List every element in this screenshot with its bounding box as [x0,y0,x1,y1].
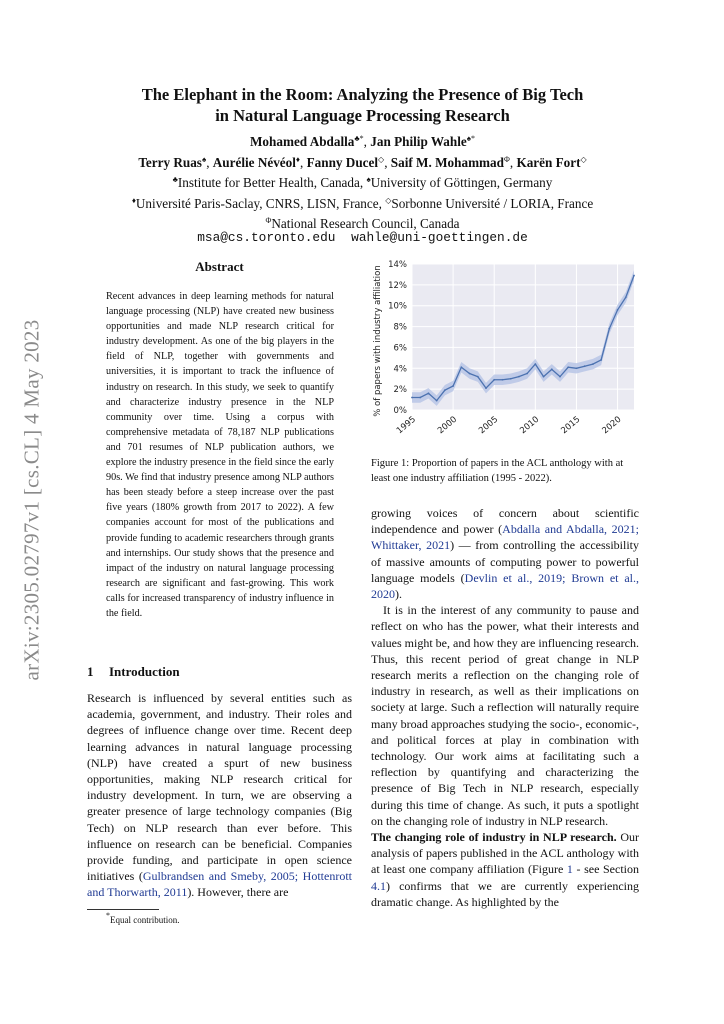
author-name: Aurélie Névéol [212,154,296,170]
title-line-2: in Natural Language Processing Research [215,106,510,125]
data-point [526,373,528,375]
y-tick-label: 12% [388,280,407,291]
line-chart [367,258,645,458]
y-tick-label: 6% [393,343,407,354]
y-tick-label: 2% [393,385,407,396]
author-name: Fanny Ducel [306,154,379,170]
figure-caption: Figure 1: Proportion of papers in the ACL anthology with at least one industry affiliation (1995 - 2022). [371,458,624,484]
author-name: Terry Ruas [138,154,202,170]
x-tick-label: 2015 [559,414,583,437]
citation-link[interactable]: Gulbrandsen and Smeby, 2005; Hottenrott and Thorwarth, 2011 [87,869,352,900]
data-point [411,397,413,399]
x-tick-label: 1995 [394,414,418,437]
intro-text: Research is influenced by several entities such as academia, government, and industry. Their roles and degrees of influence change over time. Recent deep learning advances in natural language processing (NLP) have created a spurt of new business opportunities, making NLP research critical for industry development. In turn, we are observing a greater presence of large technology companies (Big Tech) on NLP research than ever before. This influence on research can be beneficial. Companies provide funding, and participate in open science initiatives ( [87,691,352,884]
para-text: - see Section [572,862,640,877]
data-point [559,376,561,378]
author-name: Jan Philip Wahle [370,134,467,149]
data-point [428,392,430,394]
data-point [518,376,520,378]
data-point [592,363,594,365]
data-point [617,309,619,311]
affil-text: Institute for Better Health, Canada, [177,175,367,190]
author-marks: ♦ [295,154,300,164]
para-text: growing voices of concern about scientific independence and power ( [371,506,639,537]
email[interactable]: wahle@uni-goettingen.de [351,230,528,245]
affiliation-line-1 [90,171,635,192]
figure-1 [367,258,645,458]
data-point [608,328,610,330]
intro-paragraph [87,690,352,901]
data-point [510,378,512,380]
author-name: Karën Fort [516,154,581,170]
paragraph [371,505,639,602]
data-point [543,376,545,378]
footnote-mark: * [106,911,110,920]
x-tick-label: 2000 [436,414,460,437]
data-point [600,359,602,361]
y-tick-label: 0% [393,406,407,416]
x-tick-label: 2010 [518,414,542,437]
x-tick-label: 2020 [600,414,624,437]
affiliation-line-2 [90,192,635,213]
affil-mark: Φ [265,216,272,225]
y-axis-label: % of papers with industry affiliation [373,265,383,417]
email[interactable]: msa@cs.toronto.edu [197,230,336,245]
data-point [633,275,635,277]
section-ref-link[interactable]: 4.1 [371,878,386,893]
author-marks: ♣* [354,134,364,143]
author-marks: ♠* [466,134,475,143]
author-marks: ♠ [201,154,207,164]
affil-mark: ♣ [172,175,178,184]
x-tick-label: 2005 [477,414,501,437]
data-point [444,389,446,391]
section-heading-introduction [87,664,352,680]
author-line-2: Terry Ruas♠, Aurélie Névéol♦, Fanny Ducel◇, Saif M. Mohammad$^\Phi$, Karën Fort◇ [138,154,587,170]
author-marks: ◇ [580,154,587,164]
abstract-heading: Abstract [195,259,244,274]
abstract-text: Recent advances in deep learning methods for natural language processing (NLP) have created new business opportunities and made NLP research critical for industry development. As one of the big players in the field of NLP, together with governments and universities, it is important to track the influence of industry on research. In this study, we seek to quantify and characterize industry presence in the NLP community over time. Using a corpus with comprehensive metadata of 78,187 NLP publications and 701 resumes of NLP publication authors, we explore the industry presence in the field since the early 90s. We find that industry presence among NLP authors has been steady before a steep increase over the past five years (180% growth from 2017 to 2022). A few companies account for most of the publications and provide funding to academic researchers through grants and internships. Our study shows that the presence and impact of the industry on natural language processing research are significant and fast-growing. This work calls for increased transparency of industry influence in the field. [106,291,334,619]
arxiv-id: arXiv:2305.02797v1 [cs.CL] 4 May 2023 [19,319,44,681]
affil-mark: ◇ [385,195,392,205]
section-title: Introduction [109,664,180,679]
arxiv-sidebar [2,319,62,681]
affil-text: National Research Council, Canada [271,216,460,231]
y-tick-label: 10% [388,301,407,312]
section-number: 1 [87,664,94,679]
intro-text: ). However, there are [187,885,289,900]
affil-text: Université Paris-Saclay, CNRS, LISN, France, [135,195,386,211]
author-marks: Φ [503,154,510,164]
y-tick-label: 4% [393,364,407,375]
data-point [567,366,569,368]
paragraph: It is in the interest of any community to pause and reflect on who has the power, what their interests and values might be, and how they are influencing research. Thus, this recent period of great change in NLP research merits a reflection on the changing role of industry in research, as well as their implications on society at large. Such a reflection will naturally require many broad approaches studying the socio-, economic-, and political forces at play in combination with technology. Our work aims at facilitating such a reflection by quantifying and characterizing the presence of Big Tech in NLP research, especially during this time of change. As such, it puts a spotlight on the changing role of industry in NLP research. [371,603,639,828]
paragraph-heading: The changing role of industry in NLP research. [371,830,617,845]
paragraph [371,829,639,910]
affil-text: University of Göttingen, Germany [370,175,553,190]
para-text: ) confirms that we are currently experiencing dramatic change. As highlighted by the [371,878,639,909]
figure-ref-link[interactable]: 1 [566,862,573,877]
footnote-text: Equal contribution. [110,915,180,925]
data-point [460,366,462,368]
data-point [485,387,487,389]
footnote [106,911,180,925]
data-point [419,397,421,399]
data-point [502,379,504,381]
citation-link[interactable]: Devlin et al., 2019; Brown et al., 2020 [371,570,639,602]
footnote-rule [87,909,159,910]
data-point [576,367,578,369]
author-block [90,130,635,233]
data-point [551,368,553,370]
data-point [584,365,586,367]
right-column-text [371,505,639,910]
data-point [625,296,627,298]
data-point [477,376,479,378]
affil-mark: ♦ [131,195,136,205]
para-text: Our analysis of papers published in the ACL anthology with at least one company affiliation (Figure [371,830,639,877]
paper-title [90,84,635,126]
y-tick-label: 8% [393,322,407,333]
data-point [493,379,495,381]
affil-text: Sorbonne Université / LORIA, France [391,195,594,211]
para-text: ) — from controlling the accessibility of massive amounts of computing power to powerful language models ( [371,538,639,585]
citation-link[interactable]: Abdalla and Abdalla, 2021; Whittaker, 2021 [371,522,639,553]
data-point [436,400,438,402]
data-point [534,363,536,365]
data-point [469,373,471,375]
data-point [452,385,454,387]
author-line-1: Mohamed Abdalla♣*, Jan Philip Wahle♠* [249,134,475,149]
affil-mark: ♠ [366,175,371,184]
para-text: ). [395,587,402,602]
author-marks: ◇ [378,154,385,164]
author-name: Saif M. Mohammad [390,154,504,170]
y-tick-label: 14% [388,260,407,270]
title-line-1: The Elephant in the Room: Analyzing the Presence of Big Tech [141,85,584,104]
email-line [90,230,635,245]
author-name: Mohamed Abdalla [249,134,355,149]
